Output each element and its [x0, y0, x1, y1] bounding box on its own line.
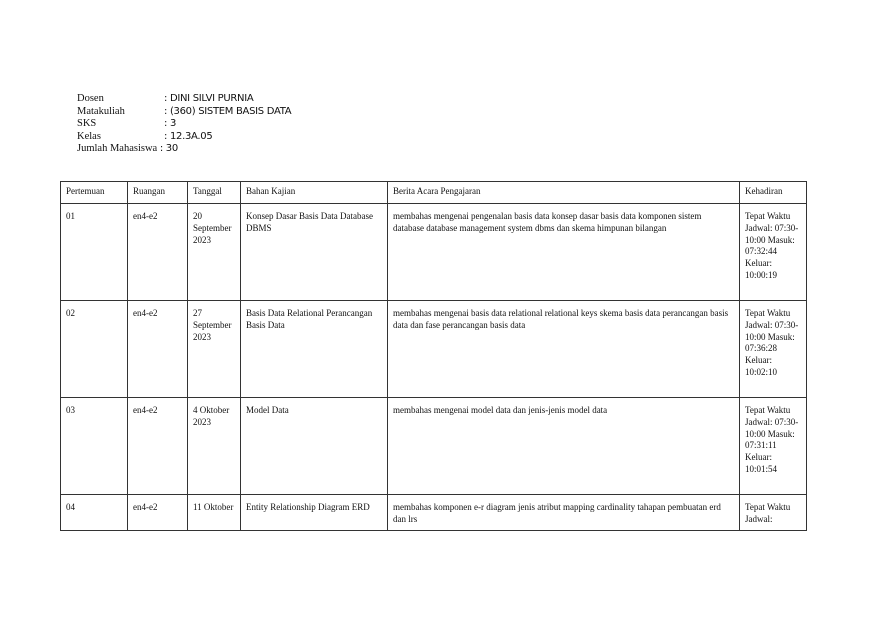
jumlah-mahasiswa-label: Jumlah Mahasiswa — [77, 143, 158, 155]
cell-kehadiran: Tepat Waktu Jadwal: 07:30-10:00 Masuk: 07:32:44 Keluar: 10:00:19 — [740, 204, 807, 301]
cell-berita-acara: membahas komponen e-r diagram jenis atribut mapping cardinality tahapan pembuatan erd dan lrs — [388, 495, 740, 531]
cell-kehadiran: Tepat Waktu Jadwal: — [740, 495, 807, 531]
cell-pertemuan: 04 — [61, 495, 128, 531]
matakuliah-row — [77, 106, 291, 119]
cell-berita-acara: membahas mengenai basis data relational relational keys skema basis data perancangan basis data dan fase perancangan basis data — [388, 301, 740, 398]
table-row — [61, 495, 807, 531]
jumlah-mahasiswa-value: : 30 — [159, 143, 178, 155]
dosen-label: Dosen — [77, 93, 104, 104]
matakuliah-label: Matakuliah — [77, 105, 125, 117]
cell-pertemuan: 02 — [61, 301, 128, 398]
kelas-row — [77, 131, 291, 144]
berita-acara-table — [60, 181, 807, 531]
column-header-ruangan: Ruangan — [128, 182, 188, 204]
column-header-pertemuan: Pertemuan — [61, 182, 128, 204]
course-info — [77, 93, 291, 156]
table-header-row — [61, 182, 807, 204]
dosen-value: : DINI SILVI PURNIA — [164, 93, 254, 104]
cell-bahan-kajian: Konsep Dasar Basis Data Database DBMS — [241, 204, 388, 301]
cell-bahan-kajian: Basis Data Relational Perancangan Basis Data — [241, 301, 388, 398]
column-header-tanggal: Tanggal — [188, 182, 241, 204]
cell-pertemuan: 03 — [61, 398, 128, 495]
kelas-label: Kelas — [77, 130, 101, 142]
cell-tanggal: 27 September 2023 — [188, 301, 241, 398]
sks-row — [77, 118, 291, 131]
cell-tanggal: 11 Oktober — [188, 495, 241, 531]
cell-kehadiran: Tepat Waktu Jadwal: 07:30-10:00 Masuk: 07:36:28 Keluar: 10:02:10 — [740, 301, 807, 398]
cell-ruangan: en4-e2 — [128, 398, 188, 495]
matakuliah-value: : (360) SISTEM BASIS DATA — [164, 105, 292, 117]
dosen-row — [77, 93, 291, 106]
column-header-bahan-kajian: Bahan Kajian — [241, 182, 388, 204]
cell-bahan-kajian: Entity Relationship Diagram ERD — [241, 495, 388, 531]
cell-ruangan: en4-e2 — [128, 301, 188, 398]
table-row — [61, 301, 807, 398]
cell-tanggal: 20 September 2023 — [188, 204, 241, 301]
cell-pertemuan: 01 — [61, 204, 128, 301]
sks-value: : 3 — [164, 118, 177, 130]
cell-kehadiran: Tepat Waktu Jadwal: 07:30-10:00 Masuk: 07:31:11 Keluar: 10:01:54 — [740, 398, 807, 495]
cell-tanggal: 4 Oktober 2023 — [188, 398, 241, 495]
cell-ruangan: en4-e2 — [128, 495, 188, 531]
jumlah-mahasiswa-row — [77, 143, 291, 156]
cell-berita-acara: membahas mengenai model data dan jenis-jenis model data — [388, 398, 740, 495]
sks-label: SKS — [77, 118, 97, 130]
column-header-berita-acara: Berita Acara Pengajaran — [388, 182, 740, 204]
cell-ruangan: en4-e2 — [128, 204, 188, 301]
column-header-kehadiran: Kehadiran — [740, 182, 807, 204]
cell-berita-acara: membahas mengenai pengenalan basis data konsep dasar basis data komponen sistem database database management system dbms dan skema himpunan bilangan — [388, 204, 740, 301]
cell-bahan-kajian: Model Data — [241, 398, 388, 495]
table-row — [61, 398, 807, 495]
kelas-value: : 12.3A.05 — [164, 130, 213, 142]
table-row — [61, 204, 807, 301]
